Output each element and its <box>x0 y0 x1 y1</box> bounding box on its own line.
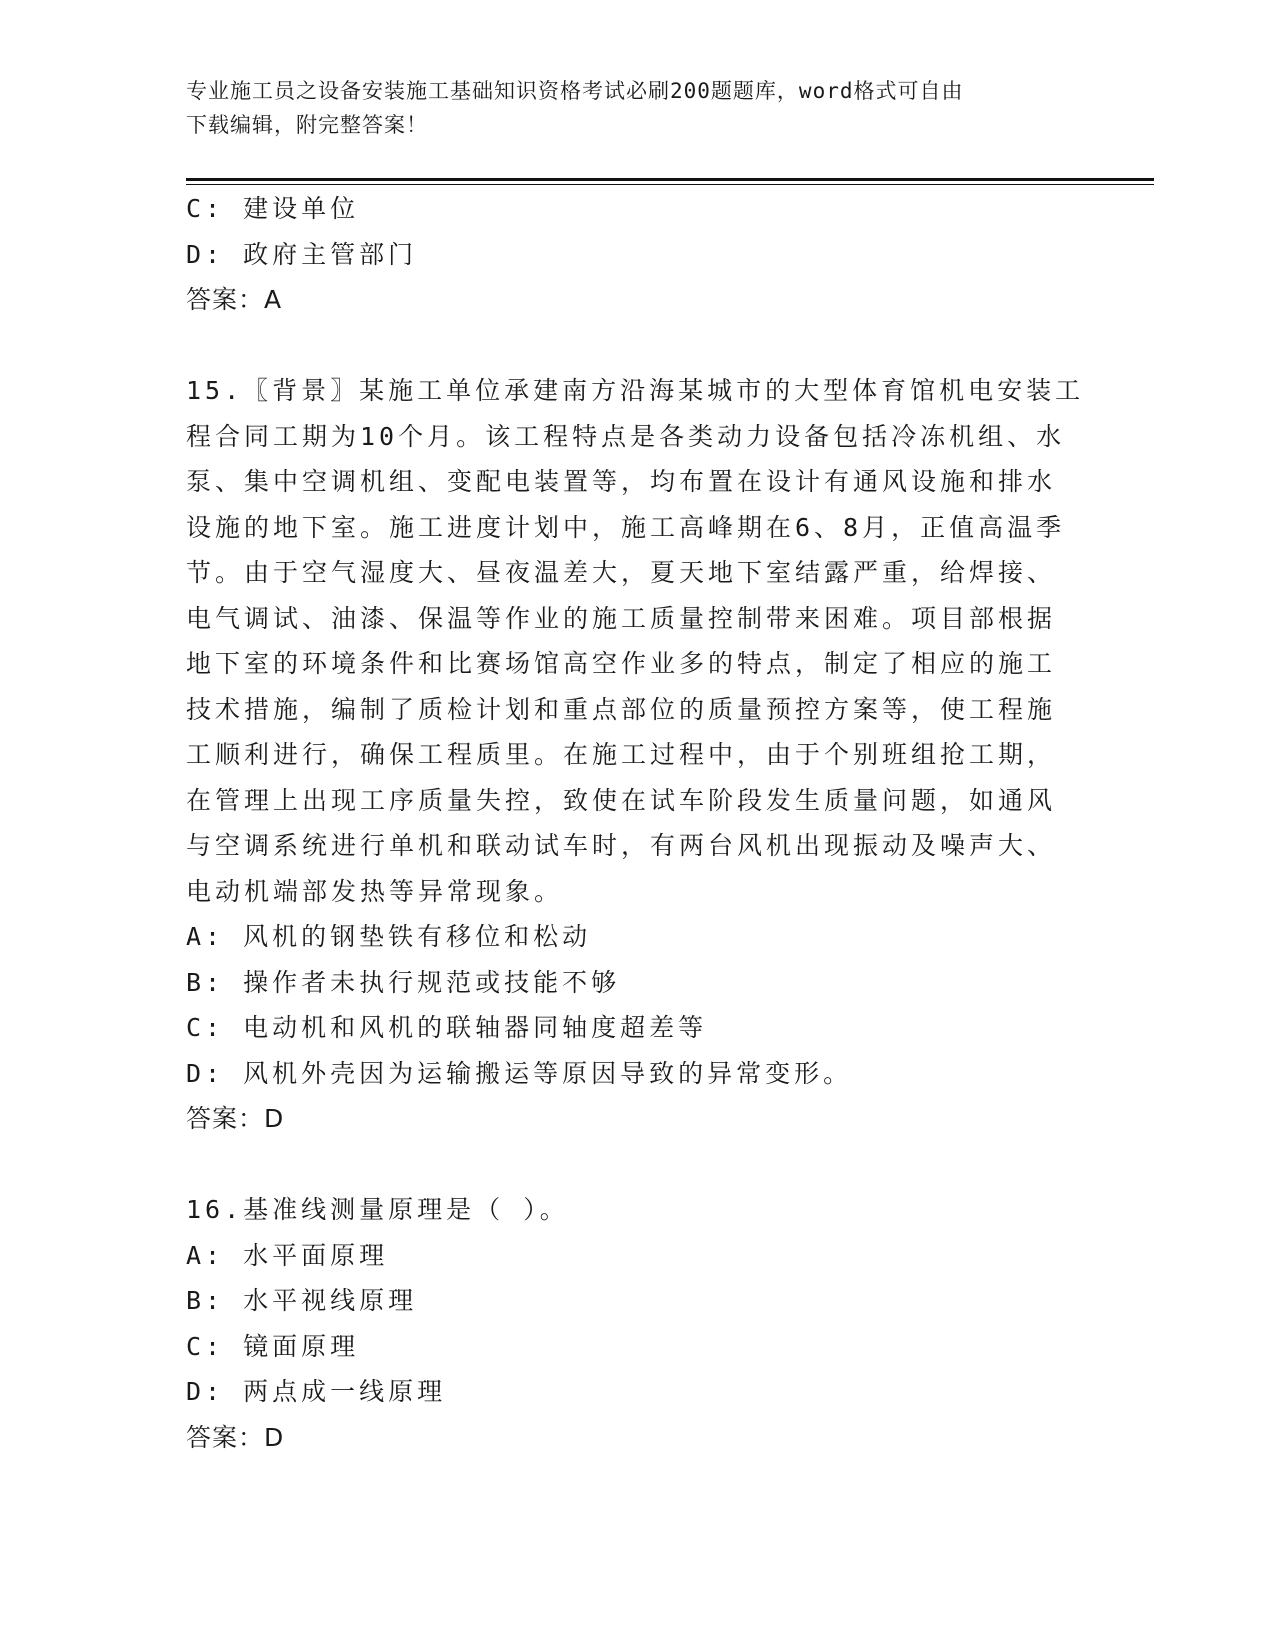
option-d: D: 风机外壳因为运输搬运等原因导致的异常变形。 <box>186 1058 853 1088</box>
question-16-stem: 16.基准线测量原理是（ ）。 <box>186 1195 569 1224</box>
stem-line: 泵、集中空调机组、变配电装置等，均布置在设计有通风设施和排水 <box>186 467 1057 496</box>
stem-line: 电气调试、油漆、保温等作业的施工质量控制带来困难。项目部根据 <box>186 603 1057 633</box>
option-c: C: 电动机和风机的联轴器同轴度超差等 <box>186 1013 708 1042</box>
spacer <box>186 1142 1086 1188</box>
option-b: B: 操作者未执行规范或技能不够 <box>186 967 621 997</box>
stem-line: 技术措施，编制了质检计划和重点部位的质量预控方案等，使工程施 <box>186 694 1057 724</box>
header-divider-thin <box>186 184 1154 185</box>
option-a: A: 水平面原理 <box>186 1240 389 1270</box>
answer-line: 答案：A <box>186 285 283 314</box>
spacer <box>186 323 1086 369</box>
option-c: C: 镜面原理 <box>186 1331 360 1361</box>
stem-line: 设施的地下室。施工进度计划中，施工高峰期在6、8月，正值高温季 <box>186 512 1066 542</box>
option-c: C: 建设单位 <box>186 194 360 223</box>
option-d: D: 两点成一线原理 <box>186 1377 447 1406</box>
option-b: B: 水平视线原理 <box>186 1286 418 1315</box>
question-content <box>186 186 1086 1460</box>
previous-question-tail <box>186 186 1086 323</box>
stem-line: 电动机端部发热等异常现象。 <box>186 876 564 906</box>
header-line-1: 专业施工员之设备安装施工基础知识资格考试必刷200题题库，word格式可自由 <box>186 79 964 103</box>
stem-line: 15.〖背景〗某施工单位承建南方沿海某城市的大型体育馆机电安装工 <box>186 376 1085 405</box>
header-divider-thick <box>186 178 1154 181</box>
question-15-stem <box>186 368 1086 914</box>
stem-line: 在管理上出现工序质量失控，致使在试车阶段发生质量问题，如通风 <box>186 785 1057 815</box>
answer-line: 答案：D <box>186 1104 285 1133</box>
stem-line: 地下室的环境条件和比赛场馆高空作业多的特点，制定了相应的施工 <box>186 649 1057 678</box>
stem-line: 工顺利进行，确保工程质里。在施工过程中，由于个别班组抢工期， <box>186 740 1057 769</box>
option-a: A: 风机的钢垫铁有移位和松动 <box>186 922 592 951</box>
option-d: D: 政府主管部门 <box>186 239 418 269</box>
answer-line: 答案：D <box>186 1422 285 1452</box>
document-header <box>186 74 1066 142</box>
header-line-2: 下载编辑，附完整答案！ <box>186 113 428 137</box>
question-15 <box>186 368 1086 1142</box>
stem-line: 程合同工期为10个月。该工程特点是各类动力设备包括冷冻机组、水 <box>186 421 1066 451</box>
question-16 <box>186 1187 1086 1460</box>
stem-line: 节。由于空气湿度大、昼夜温差大，夏天地下室结露严重，给焊接、 <box>186 558 1057 587</box>
stem-line: 与空调系统进行单机和联动试车时，有两台风机出现振动及噪声大、 <box>186 831 1057 860</box>
